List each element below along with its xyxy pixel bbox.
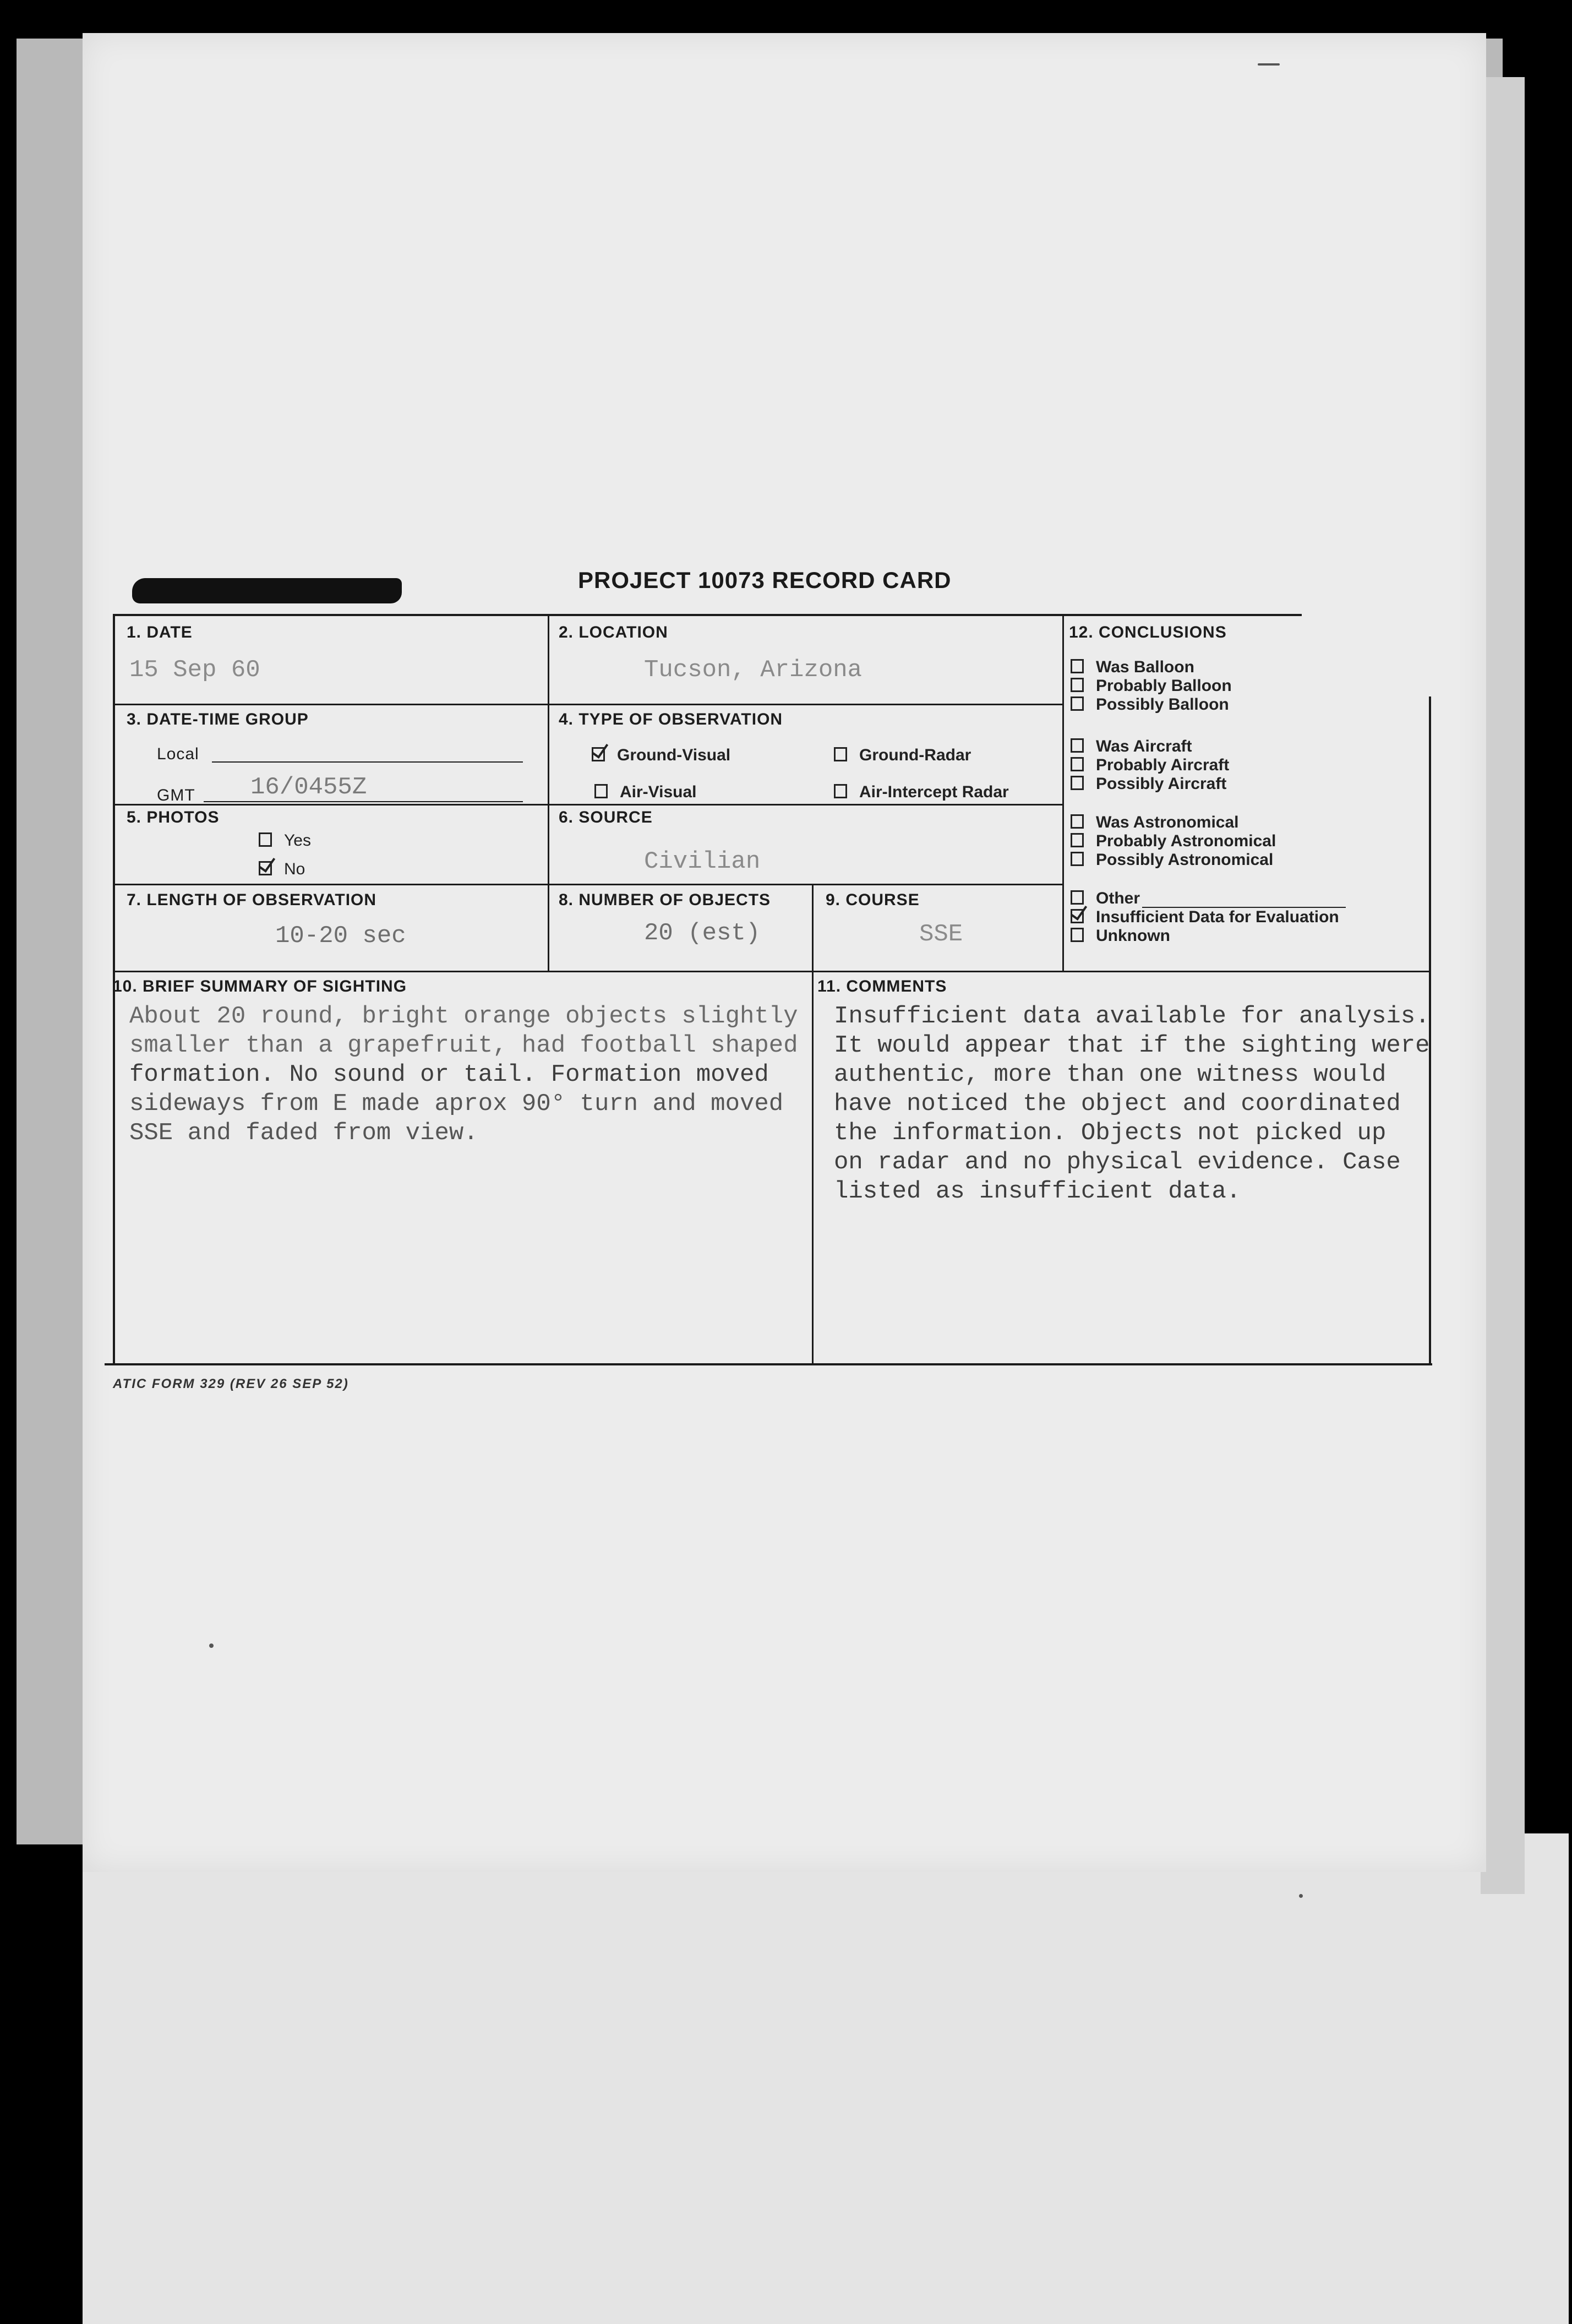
conclusion-group-astronomical bbox=[1071, 813, 1423, 869]
card-title: PROJECT 10073 RECORD CARD bbox=[578, 567, 952, 593]
frame-bottom bbox=[105, 1363, 1432, 1365]
checkbox-icon bbox=[1071, 757, 1084, 771]
number-value: 20 (est) bbox=[644, 919, 761, 947]
type-air-intercept-radar[interactable]: Air-Intercept Radar bbox=[834, 783, 1009, 802]
summary-line: sideways from E made aprox 90° turn and moved bbox=[129, 1090, 784, 1118]
row-line-3 bbox=[113, 884, 1063, 885]
conclusion-possibly-aircraft[interactable]: Possibly Aircraft bbox=[1071, 775, 1423, 793]
divider-summary bbox=[812, 972, 814, 1365]
conclusion-insufficient-data[interactable]: Insufficient Data for Evaluation bbox=[1071, 908, 1423, 927]
checkbox-icon bbox=[592, 747, 605, 761]
source-value: Civilian bbox=[644, 848, 761, 875]
scan-lower-area bbox=[83, 1833, 1569, 2324]
summary-text bbox=[129, 1002, 798, 1148]
comments-line: on radar and no physical evidence. Case bbox=[834, 1149, 1401, 1176]
scan-speck bbox=[1258, 63, 1280, 66]
source-label: 6. SOURCE bbox=[559, 808, 653, 826]
length-label: 7. LENGTH OF OBSERVATION bbox=[127, 891, 377, 909]
checkbox-icon bbox=[1071, 738, 1084, 753]
checkbox-icon bbox=[834, 784, 847, 798]
checkbox-icon bbox=[1071, 909, 1084, 923]
dtg-gmt-value: 16/0455Z bbox=[250, 774, 367, 801]
divider-col-2 bbox=[1062, 614, 1064, 972]
divider-col-1 bbox=[548, 614, 549, 972]
type-ground-visual[interactable]: Ground-Visual bbox=[592, 746, 730, 765]
photos-no[interactable]: No bbox=[259, 860, 305, 879]
row-line-2 bbox=[113, 804, 1063, 805]
date-value: 15 Sep 60 bbox=[129, 656, 260, 684]
scan-right-edge bbox=[1481, 77, 1525, 1894]
course-label: 9. COURSE bbox=[826, 891, 920, 909]
photos-label: 5. PHOTOS bbox=[127, 808, 220, 826]
conclusion-was-balloon[interactable]: Was Balloon bbox=[1071, 658, 1423, 677]
checkbox-icon bbox=[1071, 890, 1084, 905]
conclusion-other[interactable]: Other bbox=[1071, 889, 1423, 908]
summary-line: About 20 round, bright orange objects slightly bbox=[129, 1003, 798, 1030]
checkbox-icon bbox=[594, 784, 608, 798]
comments-line: listed as insufficient data. bbox=[834, 1178, 1241, 1205]
length-value: 10-20 sec bbox=[275, 922, 406, 950]
summary-line: SSE and faded from view. bbox=[129, 1119, 478, 1147]
type-air-visual[interactable]: Air-Visual bbox=[594, 783, 697, 802]
conclusion-probably-aircraft[interactable]: Probably Aircraft bbox=[1071, 756, 1423, 775]
dtg-gmt-underline bbox=[204, 801, 523, 802]
type-ground-radar[interactable]: Ground-Radar bbox=[834, 746, 971, 765]
conclusion-possibly-astronomical[interactable]: Possibly Astronomical bbox=[1071, 851, 1423, 869]
course-value: SSE bbox=[919, 921, 963, 948]
comments-line: the information. Objects not picked up bbox=[834, 1119, 1387, 1147]
checkbox-icon bbox=[259, 861, 272, 875]
row-line-4 bbox=[113, 971, 1431, 972]
record-card-sheet bbox=[83, 33, 1486, 1872]
checkbox-icon bbox=[834, 747, 847, 761]
dtg-gmt-label: GMT bbox=[157, 786, 195, 804]
row-line-1 bbox=[113, 704, 1063, 705]
conclusion-group-aircraft bbox=[1071, 737, 1423, 793]
scan-speck bbox=[1299, 1894, 1303, 1898]
checkbox-icon bbox=[1071, 833, 1084, 847]
checkbox-icon bbox=[1071, 814, 1084, 829]
conclusion-was-astronomical[interactable]: Was Astronomical bbox=[1071, 813, 1423, 832]
comments-line: authentic, more than one witness would bbox=[834, 1061, 1387, 1088]
conclusion-group-balloon bbox=[1071, 658, 1423, 714]
conclusion-was-aircraft[interactable]: Was Aircraft bbox=[1071, 737, 1423, 756]
form-number: ATIC FORM 329 (REV 26 SEP 52) bbox=[113, 1376, 349, 1391]
conclusion-possibly-balloon[interactable]: Possibly Balloon bbox=[1071, 695, 1423, 714]
location-label: 2. LOCATION bbox=[559, 623, 668, 641]
checkbox-icon bbox=[1071, 678, 1084, 692]
checkbox-icon bbox=[1071, 659, 1084, 673]
comments-line: It would appear that if the sighting were bbox=[834, 1032, 1430, 1059]
conclusion-probably-astronomical[interactable]: Probably Astronomical bbox=[1071, 832, 1423, 851]
redaction-mark bbox=[132, 578, 402, 603]
conclusions-label: 12. CONCLUSIONS bbox=[1069, 623, 1227, 641]
summary-line: smaller than a grapefruit, had football shaped bbox=[129, 1032, 798, 1059]
checkbox-icon bbox=[1071, 928, 1084, 942]
comments-text bbox=[834, 1002, 1430, 1206]
type-label: 4. TYPE OF OBSERVATION bbox=[559, 710, 783, 728]
conclusion-group-other bbox=[1071, 889, 1423, 945]
conclusions-list bbox=[1071, 658, 1423, 945]
scan-speck bbox=[209, 1643, 214, 1648]
checkbox-icon bbox=[1071, 852, 1084, 866]
summary-label: 10. BRIEF SUMMARY OF SIGHTING bbox=[113, 977, 407, 995]
number-label: 8. NUMBER OF OBJECTS bbox=[559, 891, 771, 909]
checkbox-icon bbox=[259, 832, 272, 847]
dtg-label: 3. DATE-TIME GROUP bbox=[127, 710, 309, 728]
conclusion-unknown[interactable]: Unknown bbox=[1071, 927, 1423, 945]
frame-top bbox=[113, 614, 1302, 616]
divider-course bbox=[812, 884, 814, 972]
summary-line: formation. No sound or tail. Formation moved bbox=[129, 1061, 769, 1088]
dtg-local-label: Local bbox=[157, 745, 199, 763]
conclusion-probably-balloon[interactable]: Probably Balloon bbox=[1071, 677, 1423, 695]
location-value: Tucson, Arizona bbox=[644, 656, 863, 684]
comments-line: Insufficient data available for analysis. bbox=[834, 1003, 1430, 1030]
dtg-local-underline bbox=[212, 761, 523, 763]
date-label: 1. DATE bbox=[127, 623, 193, 641]
photos-yes[interactable]: Yes bbox=[259, 831, 311, 850]
other-underline bbox=[1142, 894, 1346, 908]
checkbox-icon bbox=[1071, 696, 1084, 711]
comments-line: have noticed the object and coordinated bbox=[834, 1090, 1401, 1118]
checkbox-icon bbox=[1071, 776, 1084, 790]
comments-label: 11. COMMENTS bbox=[817, 977, 947, 995]
